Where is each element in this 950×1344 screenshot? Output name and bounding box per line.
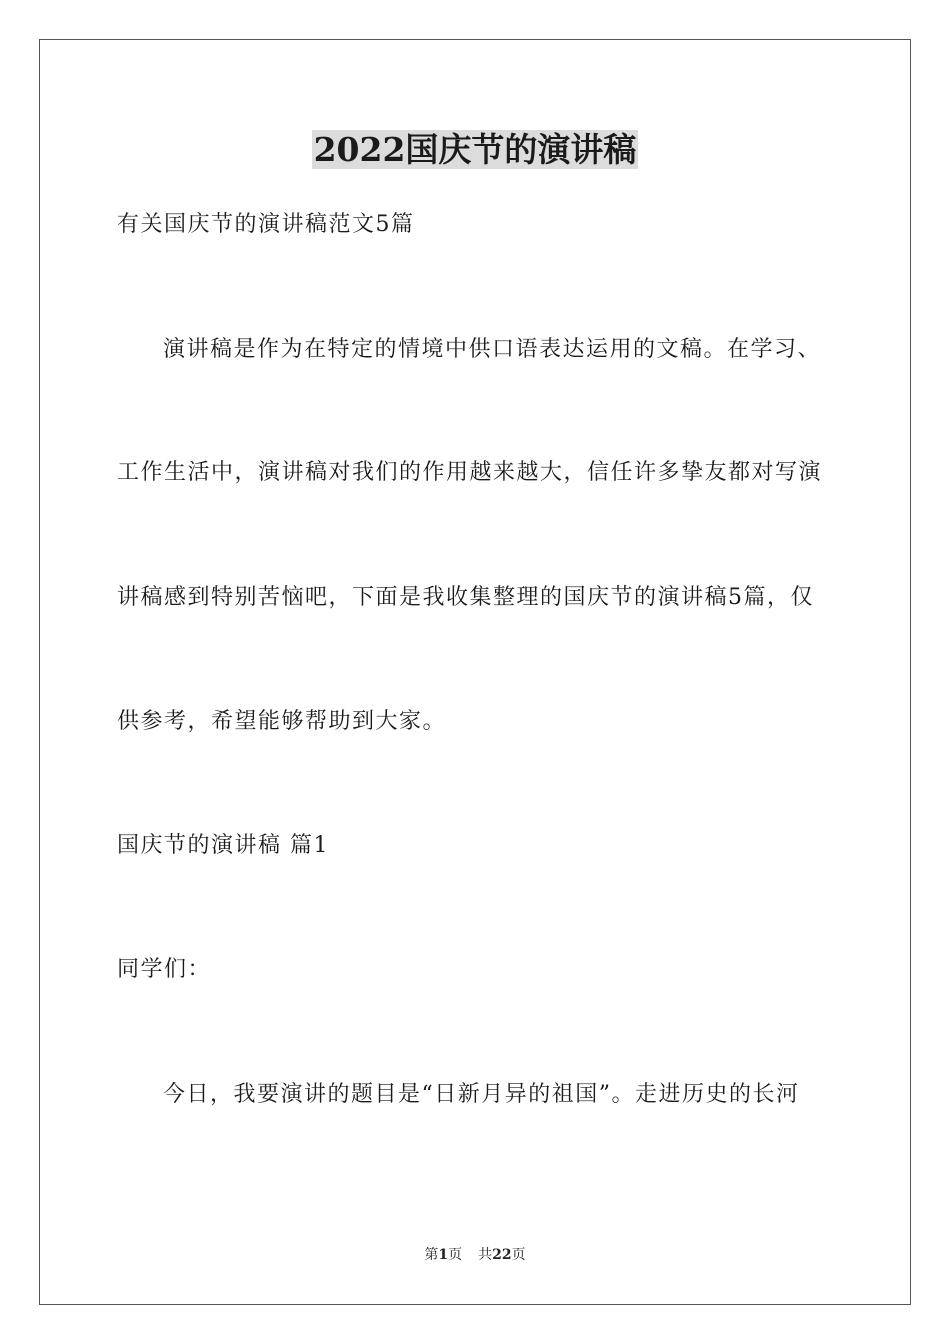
footer-page-number: 1	[438, 1247, 449, 1263]
document-title-text: 2022国庆节的演讲稿	[313, 130, 637, 169]
footer-total-pages: 22	[492, 1247, 512, 1263]
page-footer	[0, 1245, 950, 1265]
document-title	[0, 128, 950, 172]
document-subtitle: 有关国庆节的演讲稿范文5篇	[117, 212, 415, 237]
footer-total-prefix: 共	[478, 1247, 493, 1263]
footer-page-prefix: 第	[424, 1247, 439, 1263]
paragraph-line: 工作生活中，演讲稿对我们的作用越来越大，信任许多挚友都对写演	[117, 460, 823, 485]
footer-page-suffix: 页	[448, 1247, 463, 1263]
footer-total-suffix: 页	[511, 1247, 526, 1263]
paragraph-line: 供参考，希望能够帮助到大家。	[117, 709, 447, 734]
paragraph-line: 演讲稿是作为在特定的情境中供口语表达运用的文稿。在学习、	[163, 337, 822, 362]
section-heading: 国庆节的演讲稿 篇1	[117, 833, 329, 858]
paragraph-line: 讲稿感到特别苦恼吧，下面是我收集整理的国庆节的演讲稿5篇，仅	[117, 585, 814, 610]
greeting: 同学们：	[117, 957, 212, 982]
paragraph-line: 今日，我要演讲的题目是“日新月异的祖国”。走进历史的长河	[163, 1082, 800, 1107]
